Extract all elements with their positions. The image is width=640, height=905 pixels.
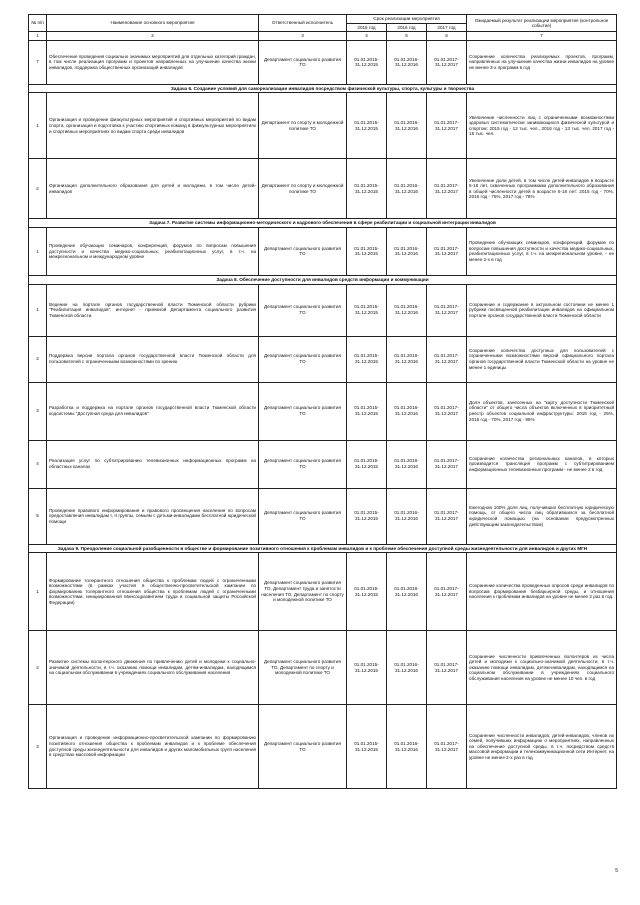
column-index: 2 <box>47 32 259 41</box>
task-heading: Задача 7. Развитие системы информационно-методического и кадрового обеспечения в сфере реабилитации и социальной интеграции инвалидов <box>29 219 617 228</box>
task-heading: Задача 6. Создание условий для самореализации инвалидов посредством физической культуры, спорта, культуры и творчества <box>29 84 617 93</box>
measure-name: Формирование толерантного отношения общества к проблемам людей с ограниченными возможностями (в рамках участия в общественно-просветительской кампании по формированию толерантного отношения общества к проблемам людей с ограниченными возможностями, инициированной Минсоцразвитием труда и социальной защиты Российской Федерации) <box>47 553 259 631</box>
header-2015: 2015 год <box>347 23 387 32</box>
expected-result: Сохранение численности инвалидов, детей-инвалидов, членов их семей, получивших информацию о мероприятиях, направленных на обеспечение доступной среды, в т.ч. посредством средств массовой информации и телекоммуникационной сети Интернет, на уровне не менее 2-х раз в год <box>467 705 617 789</box>
header-name: Наименование основного мероприятия <box>47 15 259 32</box>
responsible-executor: Департамент социального развития ТО <box>259 705 347 789</box>
column-index-row <box>29 32 617 41</box>
term-2016: 01.01.2016-31.12.2016 <box>387 159 427 219</box>
responsible-executor: Департамент социального развития ТО, Департамент по спорту и молодежной политике ТО <box>259 631 347 705</box>
term-2015: 01.01.2015-31.12.2015 <box>347 488 387 544</box>
row-number: 4 <box>29 440 47 488</box>
table-body <box>29 40 617 788</box>
row-number: 5 <box>29 488 47 544</box>
term-2016: 01.01.2016-31.12.2016 <box>387 705 427 789</box>
column-index: 4 <box>347 32 387 41</box>
term-2016: 01.01.2016-31.12.2016 <box>387 284 427 336</box>
expected-result: Сохранение количества проведенных опросов среди инвалидов по вопросам формирования безбарьерной среды, и отношения населения к проблемам инвалидов на уровне не менее 2 раз в год. <box>467 553 617 631</box>
row-number: 3 <box>29 382 47 440</box>
term-2016: 01.01.2016-31.12.2016 <box>387 93 427 159</box>
table-row <box>29 159 617 219</box>
expected-result: Сохранение количества региональных каналов, в которых производится трансляция программ с субтитрированием информационных телевизионных программ - не менее 2 в год <box>467 440 617 488</box>
expected-result: Сохранение и содержание в актуальном состоянии не менее 1 рубрики посвященной реабилитации инвалидов на официальном портале органов государственной власти Тюменской области <box>467 284 617 336</box>
term-2017: 01.01.2017-31.12.2017 <box>427 553 467 631</box>
term-2016: 01.01.2016-31.12.2016 <box>387 488 427 544</box>
term-2017: 01.01.2017-31.12.2017 <box>427 227 467 275</box>
term-2017: 01.01.2017-31.12.2017 <box>427 284 467 336</box>
measure-name: Реализация услуг по субтитрированию телевизионных информационных программ на областных каналах <box>47 440 259 488</box>
task-heading-row <box>29 275 617 284</box>
row-number: 1 <box>29 553 47 631</box>
task-heading-row <box>29 219 617 228</box>
table-row <box>29 336 617 382</box>
term-2015: 01.01.2015-31.12.2015 <box>347 705 387 789</box>
term-2016: 01.01.2016-31.12.2016 <box>387 40 427 84</box>
expected-result: Сохранение количества доступных для пользователей с ограниченными возможностями версий официального портала органов государственной власти Тюменской области на уровне не менее 1 единицы <box>467 336 617 382</box>
expected-result: Проведение обучающих семинаров, конференций, форумов по вопросам повышения доступности и качества медико-социальных, реабилитационных услуг, в т.ч. на межрегиональном уровне, - не менее 2-х в год <box>467 227 617 275</box>
term-2017: 01.01.2017-31.12.2017 <box>427 382 467 440</box>
measure-name: Организация дополнительного образования для детей и молодежи, в том числе детей-инвалидов <box>47 159 259 219</box>
term-2015: 01.01.2015-31.12.2015 <box>347 159 387 219</box>
measure-name: Поддержка версии портала органов государственной власти Тюменской области для пользователей с ограниченными возможностями по зрению <box>47 336 259 382</box>
responsible-executor: Департамент социального развития ТО <box>259 488 347 544</box>
responsible-executor: Департамент социального развития ТО <box>259 440 347 488</box>
table-row <box>29 631 617 705</box>
term-2017: 01.01.2017-31.12.2017 <box>427 159 467 219</box>
table-row <box>29 93 617 159</box>
responsible-executor: Департамент социального развития ТО <box>259 336 347 382</box>
row-number: 1 <box>29 227 47 275</box>
term-2016: 01.01.2016-31.12.2016 <box>387 336 427 382</box>
measure-name: Проведение правового информирования и правового просвещения населения по вопросам предоставления инвалидам I, II группы, семьям с детьми-инвалидами бесплатной юридической помощи <box>47 488 259 544</box>
page-number: 5 <box>615 868 618 874</box>
table-row <box>29 40 617 84</box>
row-number: 2 <box>29 631 47 705</box>
responsible-executor: Департамент социального развития ТО, Департамент труда и занятости населения ТО, Департамент по спорту и молодежной политике ТО <box>259 553 347 631</box>
task-heading: Задача 9. Преодоление социальной разобщенности в обществе и формирование позитивного отношения к проблемам инвалидов и к проблеме обеспечения доступной среды жизнедеятельности для инвалидов и других МГН <box>29 544 617 553</box>
table-row <box>29 227 617 275</box>
term-2017: 01.01.2017-31.12.2017 <box>427 93 467 159</box>
term-2015: 01.01.2015-31.12.2015 <box>347 440 387 488</box>
measure-name: Организация и проведение физкультурных мероприятий и спортивных мероприятий по видам спорта, организация и подготовка к участию спортивных команд в физкультурных мероприятиях и спортивных мероприятиях по видам спорта среди инвалидов <box>47 93 259 159</box>
term-2015: 01.01.2015-31.12.2015 <box>347 631 387 705</box>
measure-name: Разработка и поддержка на портале органов государственной власти Тюменской области кодсистемы "Доступная среда для инвалидов" <box>47 382 259 440</box>
term-2016: 01.01.2016-31.12.2016 <box>387 440 427 488</box>
term-2015: 01.01.2015-31.12.2015 <box>347 93 387 159</box>
header-num: № п/п <box>29 15 47 32</box>
responsible-executor: Департамент социального развития ТО <box>259 227 347 275</box>
term-2017: 01.01.2017-31.12.2017 <box>427 488 467 544</box>
header-2016: 2016 год <box>387 23 427 32</box>
term-2017: 01.01.2017-31.12.2017 <box>427 40 467 84</box>
document-page <box>28 14 616 789</box>
column-index: 1 <box>29 32 47 41</box>
term-2016: 01.01.2016-31.12.2016 <box>387 382 427 440</box>
term-2015: 01.01.2015-31.12.2015 <box>347 227 387 275</box>
table-row <box>29 284 617 336</box>
task-heading: Задача 8. Обеспечение доступности для инвалидов средств информации и коммуникации <box>29 275 617 284</box>
responsible-executor: Департамент социального развития ТО <box>259 382 347 440</box>
row-number: 2 <box>29 336 47 382</box>
term-2015: 01.01.2015-31.12.2015 <box>347 284 387 336</box>
task-heading-row <box>29 544 617 553</box>
term-2016: 01.01.2016-31.12.2016 <box>387 631 427 705</box>
row-number: 3 <box>29 705 47 789</box>
header-executor: Ответственный исполнитель <box>259 15 347 32</box>
column-index: 5 <box>387 32 427 41</box>
column-index: 3 <box>259 32 347 41</box>
expected-result: Ежегодная 100% доля лиц, получивших бесплатную юридическую помощь, от общего числа лиц обратившихся за бесплатной юридической помощью (на основании предусмотренных действующим законодательством) <box>467 488 617 544</box>
responsible-executor: Департамент социального развития ТО <box>259 40 347 84</box>
table-row <box>29 553 617 631</box>
expected-result: Сохранение численности привлеченных волонтеров из числа детей и молодежи к социально-значимой деятельности, в т.ч. оказанию помощи инвалидам, детям-инвалидам, находящимся на социальном обслуживании в учреждениях социального обслуживания населения на уровне не менее 10 чел. в год <box>467 631 617 705</box>
header-2017: 2017 год <box>427 23 467 32</box>
header-terms: Срок реализации мероприятия <box>347 15 467 24</box>
term-2017: 01.01.2017-31.12.2017 <box>427 336 467 382</box>
column-index: 7 <box>467 32 617 41</box>
measures-table <box>28 14 617 789</box>
term-2015: 01.01.2015-31.12.2015 <box>347 336 387 382</box>
row-number: 7 <box>29 40 47 84</box>
term-2015: 01.01.2015-31.12.2015 <box>347 553 387 631</box>
measure-name: Проведение обучающих семинаров, конференций, форумов по вопросам повышения доступности и качества медико-социальных, реабилитационных услуг, в т.ч. на межрегиональном и международном уровне <box>47 227 259 275</box>
expected-result: Увеличение доли детей, в том числе детей-инвалидов в возрасте 5-18 лет, охваченных программами дополнительного образования в общей численности детей в возрасте 5-18 лет: 2015 год - 70%, 2016 год - 75%, 2017 год - 78% <box>467 159 617 219</box>
term-2017: 01.01.2017-31.12.2017 <box>427 440 467 488</box>
term-2017: 01.01.2017-31.12.2017 <box>427 705 467 789</box>
term-2016: 01.01.2016-31.12.2016 <box>387 553 427 631</box>
term-2015: 01.01.2015-31.12.2015 <box>347 382 387 440</box>
measure-name: Организация и проведение информационно-просветительской кампании по формированию позитивного отношения общества к проблемам инвалидов и к проблеме обеспечения доступной среды жизнедеятельности для инвалидов и других маломобильных групп населения в средствах массовой информации <box>47 705 259 789</box>
term-2015: 01.01.2015-31.12.2015 <box>347 40 387 84</box>
row-number: 1 <box>29 284 47 336</box>
responsible-executor: Департамент по спорту и молодежной политике ТО <box>259 93 347 159</box>
expected-result: Доля объектов, занесенных на "карту доступности Тюменской области" от общего числа объектов включенных в приоритетный реестр объектов социальной инфраструктуры: 2015 год - 25%, 2016 год - 70%, 2017 год - 95% <box>467 382 617 440</box>
table-row <box>29 705 617 789</box>
measure-name: Ведение на портале органов государственной власти Тюменской области рубрики "Реабилитация инвалидов", интернет - приемной Департамента социального развития Тюменской области. <box>47 284 259 336</box>
row-number: 2 <box>29 159 47 219</box>
table-row <box>29 488 617 544</box>
expected-result: Увеличение численности лиц с ограниченными возможностями здоровья систематически занимающихся физической культурой и спортом: 2015 год - 12 тыс. чел., 2016 год - 13 тыс. чел. 2017 год - 15 тыс. чел. <box>467 93 617 159</box>
table-header-row <box>29 15 617 24</box>
responsible-executor: Департамент социального развития ТО <box>259 284 347 336</box>
responsible-executor: Департамент по спорту и молодежной политике ТО <box>259 159 347 219</box>
table-row <box>29 382 617 440</box>
header-result: Ожидаемый результат реализации мероприятия (контрольное событие) <box>467 15 617 32</box>
term-2017: 01.01.2017-31.12.2017 <box>427 631 467 705</box>
table-row <box>29 440 617 488</box>
row-number: 1 <box>29 93 47 159</box>
term-2016: 01.01.2016-31.12.2016 <box>387 227 427 275</box>
column-index: 6 <box>427 32 467 41</box>
measure-name: Обеспечение проведения социально значимых мероприятий для отдельных категорий граждан, в том числе реализация программ и проектов направленных на улучшение качества жизни инвалидов, поддержка общественных организаций инвалидов <box>47 40 259 84</box>
measure-name: Развитие системы волонтерского движения по привлечению детей и молодежи к социально-значимой деятельности, в т.ч. оказанию помощи инвалидам, детям-инвалидам, находящимся на социальном обслуживании в учреждениях социального обслуживания населения <box>47 631 259 705</box>
task-heading-row <box>29 84 617 93</box>
expected-result: Сохранение количества реализуемых проектов, программ, направленных на улучшение качества жизни инвалидов на уровне не менее 3-х программ в год <box>467 40 617 84</box>
